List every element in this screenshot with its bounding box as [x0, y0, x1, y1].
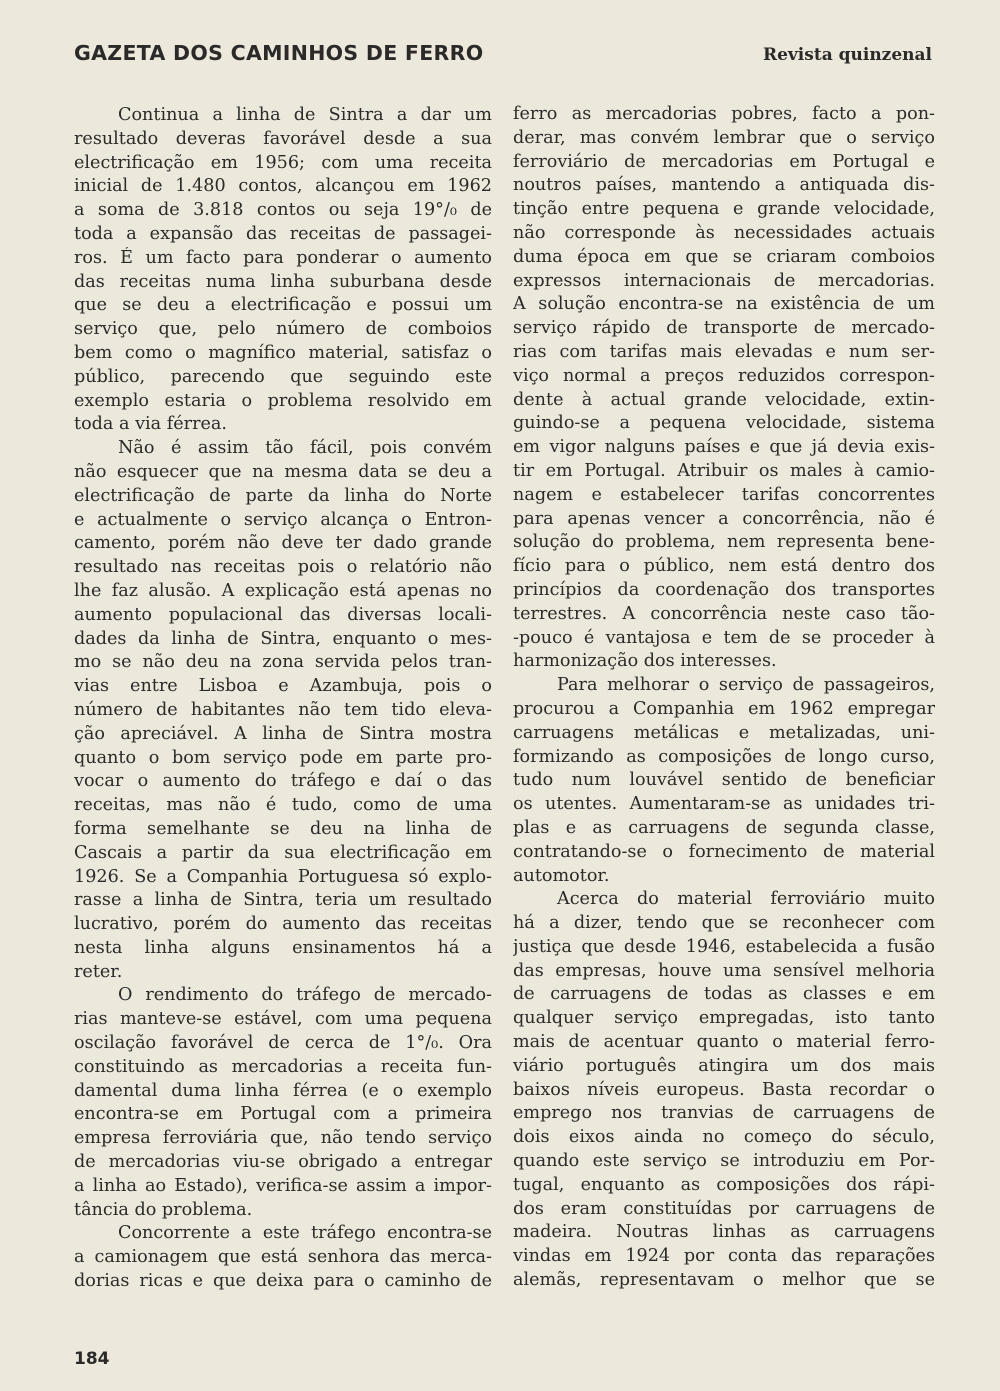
text-line: mo se não deu na zona servida pelos tran-	[74, 652, 492, 673]
text-line: das empresas, houve uma sensível melhoria	[513, 960, 935, 981]
journal-subtitle: Revista quinzenal	[762, 45, 932, 65]
text-line: quando este serviço se introduziu em Por-	[513, 1151, 935, 1172]
text-line: mais de acentuar quanto o material ferro-	[513, 1032, 935, 1053]
text-line: electrificação de parte da linha do Norte	[74, 485, 492, 506]
text-line: e actualmente o serviço alcança o Entron-	[74, 509, 492, 530]
text-line: damental duma linha férrea (e o exemplo	[74, 1080, 492, 1101]
text-line: toda a via férrea.	[74, 414, 227, 435]
text-line: fício para o público, nem está dentro dos	[513, 556, 935, 577]
text-line: a linha ao Estado), verifica-se assim a impor-	[74, 1175, 492, 1196]
text-line: os utentes. Aumentaram-se as unidades tri-	[513, 794, 935, 815]
text-line: Cascais a partir da sua electrificação em	[74, 842, 492, 863]
text-line: noutros países, mantendo a antiquada dis-	[513, 175, 935, 196]
text-line: 1926. Se a Companhia Portuguesa só explo-	[74, 866, 492, 887]
text-line: contratando-se o fornecimento de material	[513, 841, 935, 862]
text-line: plas e as carruagens de segunda classe,	[513, 817, 935, 838]
text-line: a camionagem que está senhora das merca-	[74, 1247, 492, 1268]
text-line: justiça que desde 1946, estabelecida a fusão	[513, 936, 935, 957]
text-line: número de habitantes não tem tido eleva-	[74, 699, 492, 720]
text-line: carruagens metálicas e metalizadas, uni-	[513, 722, 935, 743]
text-line: Não é assim tão fácil, pois convém	[118, 438, 492, 459]
text-line: de carruagens de todas as classes e em	[513, 984, 935, 1005]
text-line: qualquer serviço empregadas, isto tanto	[513, 1008, 935, 1029]
text-line: ros. É um facto para ponderar o aumento	[74, 247, 492, 268]
text-line: ção apreciável. A linha de Sintra mostra	[74, 723, 492, 744]
text-line: expressos internacionais de mercadorias.	[513, 270, 935, 291]
text-line: derar, mas convém lembrar que o serviço	[513, 127, 935, 148]
text-line: tir em Portugal. Atribuir os males à camio-	[513, 460, 935, 481]
text-line: vias entre Lisboa e Azambuja, pois o	[74, 676, 492, 697]
text-line: solução do problema, nem representa bene-	[513, 532, 935, 553]
text-line: nagem e estabelecer tarifas concorrentes	[513, 484, 935, 505]
text-line: público, parecendo que seguindo este	[74, 366, 492, 387]
text-line: a soma de 3.818 contos ou seja 19°/₀ de	[74, 200, 492, 221]
text-line: de mercadorias viu-se obrigado a entregar	[74, 1152, 492, 1173]
text-column-left	[74, 104, 492, 1294]
text-line: lucrativo, porém do aumento das receitas	[74, 914, 492, 935]
text-line: Concorrente a este tráfego encontra-se	[118, 1223, 492, 1244]
text-line: tância do problema.	[74, 1199, 253, 1220]
text-line: dos eram constituídas por carruagens de	[513, 1198, 935, 1219]
text-line: rasse a linha de Sintra, teria um resultado	[74, 890, 492, 911]
text-line: serviço rápido de transporte de mercado-	[513, 318, 935, 339]
text-line: resultado deveras favorável desde a sua	[74, 128, 492, 149]
text-line: viço normal a preços reduzidos correspon-	[513, 365, 935, 386]
text-line: que se deu a electrificação e possui um	[74, 295, 492, 316]
text-line: bem como o magnífico material, satisfaz o	[74, 342, 492, 363]
text-line: dades da linha de Sintra, enquanto o mes-	[74, 628, 492, 649]
text-line: forma semelhante se deu na linha de	[74, 818, 492, 839]
text-line: para apenas vencer a concorrência, não é	[513, 508, 935, 529]
text-line: há a dizer, tendo que se reconhecer com	[513, 913, 935, 934]
text-line: encontra-se em Portugal com a primeira	[74, 1104, 492, 1125]
text-line: resultado nas receitas pois o relatório não	[74, 557, 492, 578]
text-line: receitas, mas não é tudo, como de uma	[74, 795, 492, 816]
text-line: reter.	[74, 961, 123, 982]
text-line: duma época em que se criaram comboios	[513, 246, 935, 267]
text-line: automotor.	[513, 865, 610, 886]
text-line: não esquecer que na mesma data se deu a	[74, 461, 492, 482]
text-line: das receitas numa linha suburbana desde	[74, 271, 492, 292]
text-line: madeira. Noutras linhas as carruagens	[513, 1222, 935, 1243]
text-line: Continua a linha de Sintra a dar um	[118, 105, 492, 125]
text-line: dois eixos ainda no começo do século,	[513, 1127, 935, 1148]
text-line: emprego nos tranvias de carruagens de	[513, 1103, 935, 1124]
text-line: serviço que, pelo número de comboios	[74, 319, 492, 340]
text-line: em vigor nalguns países e que já devia exis-	[513, 437, 935, 458]
text-line: vindas em 1924 por conta das reparações	[513, 1246, 935, 1267]
page-number: 184	[74, 1349, 110, 1369]
text-line: oscilação favorável de cerca de 1°/₀. Ora	[74, 1033, 492, 1054]
text-line: electrificação em 1956; com uma receita	[74, 152, 492, 173]
text-line: camento, porém não deve ter dado grande	[74, 533, 492, 554]
text-line: A solução encontra-se na existência de um	[513, 294, 935, 315]
text-line: inicial de 1.480 contos, alcançou em 1962	[74, 176, 492, 197]
text-line: lhe faz alusão. A explicação está apenas no	[74, 580, 492, 601]
text-line: aumento populacional das diversas locali-	[74, 604, 492, 625]
text-line: rias manteve-se estável, com uma pequena	[74, 1009, 492, 1030]
text-line: harmonização dos interesses.	[513, 651, 777, 672]
text-line: rias com tarifas mais elevadas e num ser-	[513, 341, 935, 362]
text-line: O rendimento do tráfego de mercado-	[118, 985, 492, 1006]
text-line: alemãs, representavam o melhor que se	[513, 1270, 935, 1291]
text-line: constituindo as mercadorias a receita fun-	[74, 1056, 492, 1077]
text-line: ferro as mercadorias pobres, facto a pon-	[513, 104, 935, 124]
text-line: baixos níveis europeus. Basta recordar o	[513, 1079, 935, 1100]
text-line: quanto o bom serviço pode em parte pro-	[74, 747, 492, 768]
text-line: dente à actual grande velocidade, extin-	[513, 389, 935, 410]
text-line: Para melhorar o serviço de passageiros,	[557, 675, 935, 696]
journal-title: GAZETA DOS CAMINHOS DE FERRO	[74, 41, 484, 65]
text-line: guindo-se a pequena velocidade, sistema	[513, 413, 935, 434]
text-line: vocar o aumento do tráfego e daí o das	[74, 771, 492, 792]
text-line: exemplo estaria o problema resolvido em	[74, 390, 492, 411]
text-line: princípios da coordenação dos transportes	[513, 579, 935, 600]
text-line: formizando as composições de longo curso,	[513, 746, 935, 767]
text-line: tudo num louvável sentido de beneficiar	[513, 770, 935, 791]
text-line: toda a expansão das receitas de passagei-	[74, 223, 492, 244]
text-line: Acerca do material ferroviário muito	[557, 889, 935, 910]
text-line: viário português atingira um dos mais	[513, 1055, 935, 1076]
text-line: não corresponde às necessidades actuais	[513, 222, 935, 243]
text-line: tugal, enquanto as composições dos rápi-	[513, 1174, 935, 1195]
text-line: terrestres. A concorrência neste caso tão-	[513, 603, 935, 624]
text-line: empresa ferroviária que, não tendo serviço	[74, 1128, 492, 1149]
text-line: nesta linha alguns ensinamentos há a	[74, 937, 492, 958]
text-line: dorias ricas e que deixa para o caminho de	[74, 1271, 492, 1292]
text-line: tinção entre pequena e grande velocidade,	[513, 199, 935, 220]
text-line: procurou a Companhia em 1962 empregar	[513, 698, 935, 719]
text-line: ferroviário de mercadorias em Portugal e	[513, 151, 935, 172]
text-line: -pouco é vantajosa e tem de se proceder à	[513, 627, 935, 648]
text-column-right	[513, 103, 935, 1293]
